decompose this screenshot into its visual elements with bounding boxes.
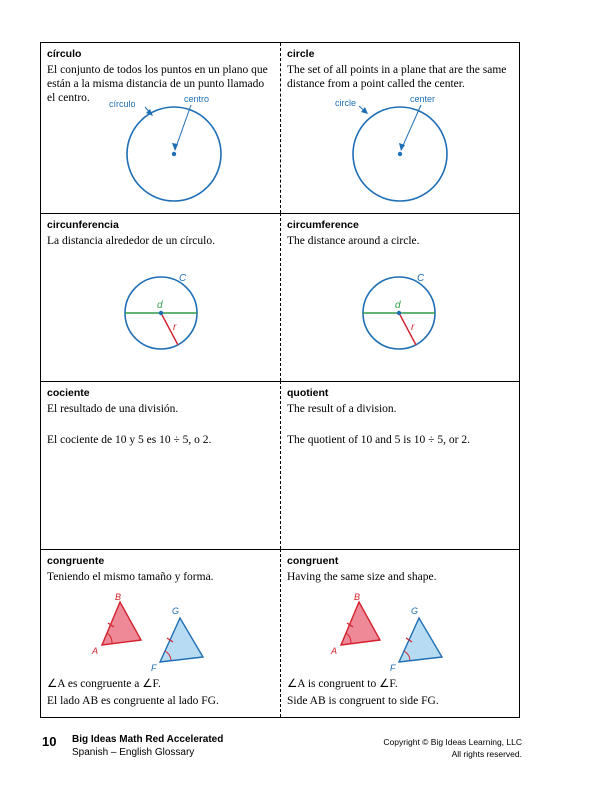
term-definition: El conjunto de todos los puntos en un plano que están a la misma distancia de un punto llamado el centro. bbox=[47, 64, 268, 104]
glossary-subtitle: Spanish – English Glossary bbox=[72, 747, 195, 758]
card-circumference bbox=[281, 213, 519, 381]
term-example-side: Side AB is congruent to side FG. bbox=[287, 695, 439, 707]
c-label: C bbox=[417, 273, 425, 284]
term-example: The quotient of 10 and 5 is 10 ÷ 5, or 2. bbox=[287, 434, 470, 446]
term-example-angle: ∠A is congruent to ∠F. bbox=[287, 678, 398, 690]
d-label: d bbox=[157, 300, 163, 311]
circle-diagram bbox=[281, 43, 519, 213]
term-title: cociente bbox=[47, 387, 90, 399]
c-label: C bbox=[179, 273, 187, 284]
r-label: r bbox=[411, 322, 415, 333]
copyright-line: Copyright © Big Ideas Learning, LLC bbox=[383, 737, 522, 747]
center-label: center bbox=[410, 94, 436, 104]
vertex-b-label: B bbox=[354, 592, 361, 602]
term-example-side: El lado AB es congruente al lado FG. bbox=[47, 695, 219, 707]
card-circulo bbox=[41, 43, 281, 213]
r-label: r bbox=[173, 322, 177, 333]
term-definition: The set of all points in a plane that are the same distance from a point called the center. bbox=[287, 64, 507, 90]
circumference-diagram bbox=[281, 214, 519, 382]
book-title: Big Ideas Math Red Accelerated bbox=[72, 734, 224, 745]
card-circle bbox=[281, 43, 519, 213]
term-definition: Having the same size and shape. bbox=[287, 571, 437, 583]
congruent-triangles-diagram bbox=[281, 550, 519, 718]
term-title: circunferencia bbox=[47, 219, 119, 231]
term-title: congruente bbox=[47, 555, 105, 567]
card-congruent bbox=[281, 549, 519, 717]
vertex-a-label: A bbox=[92, 646, 99, 656]
vertex-f-label: F bbox=[151, 663, 157, 673]
term-definition: El resultado de una división. bbox=[47, 403, 179, 415]
term-definition: The distance around a circle. bbox=[287, 235, 420, 247]
vertex-g-label: G bbox=[172, 606, 180, 616]
center-label: centro bbox=[184, 94, 210, 104]
card-circunferencia bbox=[41, 213, 281, 381]
congruent-triangles-diagram bbox=[41, 550, 281, 718]
rights-line: All rights reserved. bbox=[451, 749, 522, 759]
d-label: d bbox=[395, 300, 401, 311]
circumference-diagram bbox=[41, 214, 281, 382]
vertex-a-label: A bbox=[331, 646, 338, 656]
page-number: 10 bbox=[42, 734, 57, 749]
term-title: congruent bbox=[287, 555, 339, 567]
glossary-grid bbox=[40, 42, 520, 718]
vertex-g-label: G bbox=[411, 606, 419, 616]
card-cociente bbox=[41, 381, 281, 549]
term-definition: La distancia alrededor de un círculo. bbox=[47, 235, 215, 247]
circle-label: círculo bbox=[109, 99, 136, 109]
vertex-f-label: F bbox=[390, 663, 396, 673]
card-congruente bbox=[41, 549, 281, 717]
circle-label: circle bbox=[335, 98, 357, 108]
term-definition: The result of a division. bbox=[287, 403, 397, 415]
card-quotient bbox=[281, 381, 519, 549]
term-title: círculo bbox=[47, 48, 82, 60]
circle-diagram bbox=[41, 43, 281, 213]
term-title: quotient bbox=[287, 387, 329, 399]
term-title: circle bbox=[287, 48, 315, 60]
vertex-b-label: B bbox=[115, 592, 122, 602]
copyright-notice bbox=[383, 736, 522, 760]
term-title: circumference bbox=[287, 219, 359, 231]
term-definition: Teniendo el mismo tamaño y forma. bbox=[47, 571, 214, 583]
term-example-angle: ∠A es congruente a ∠F. bbox=[47, 678, 161, 690]
term-example: El cociente de 10 y 5 es 10 ÷ 5, o 2. bbox=[47, 434, 212, 446]
